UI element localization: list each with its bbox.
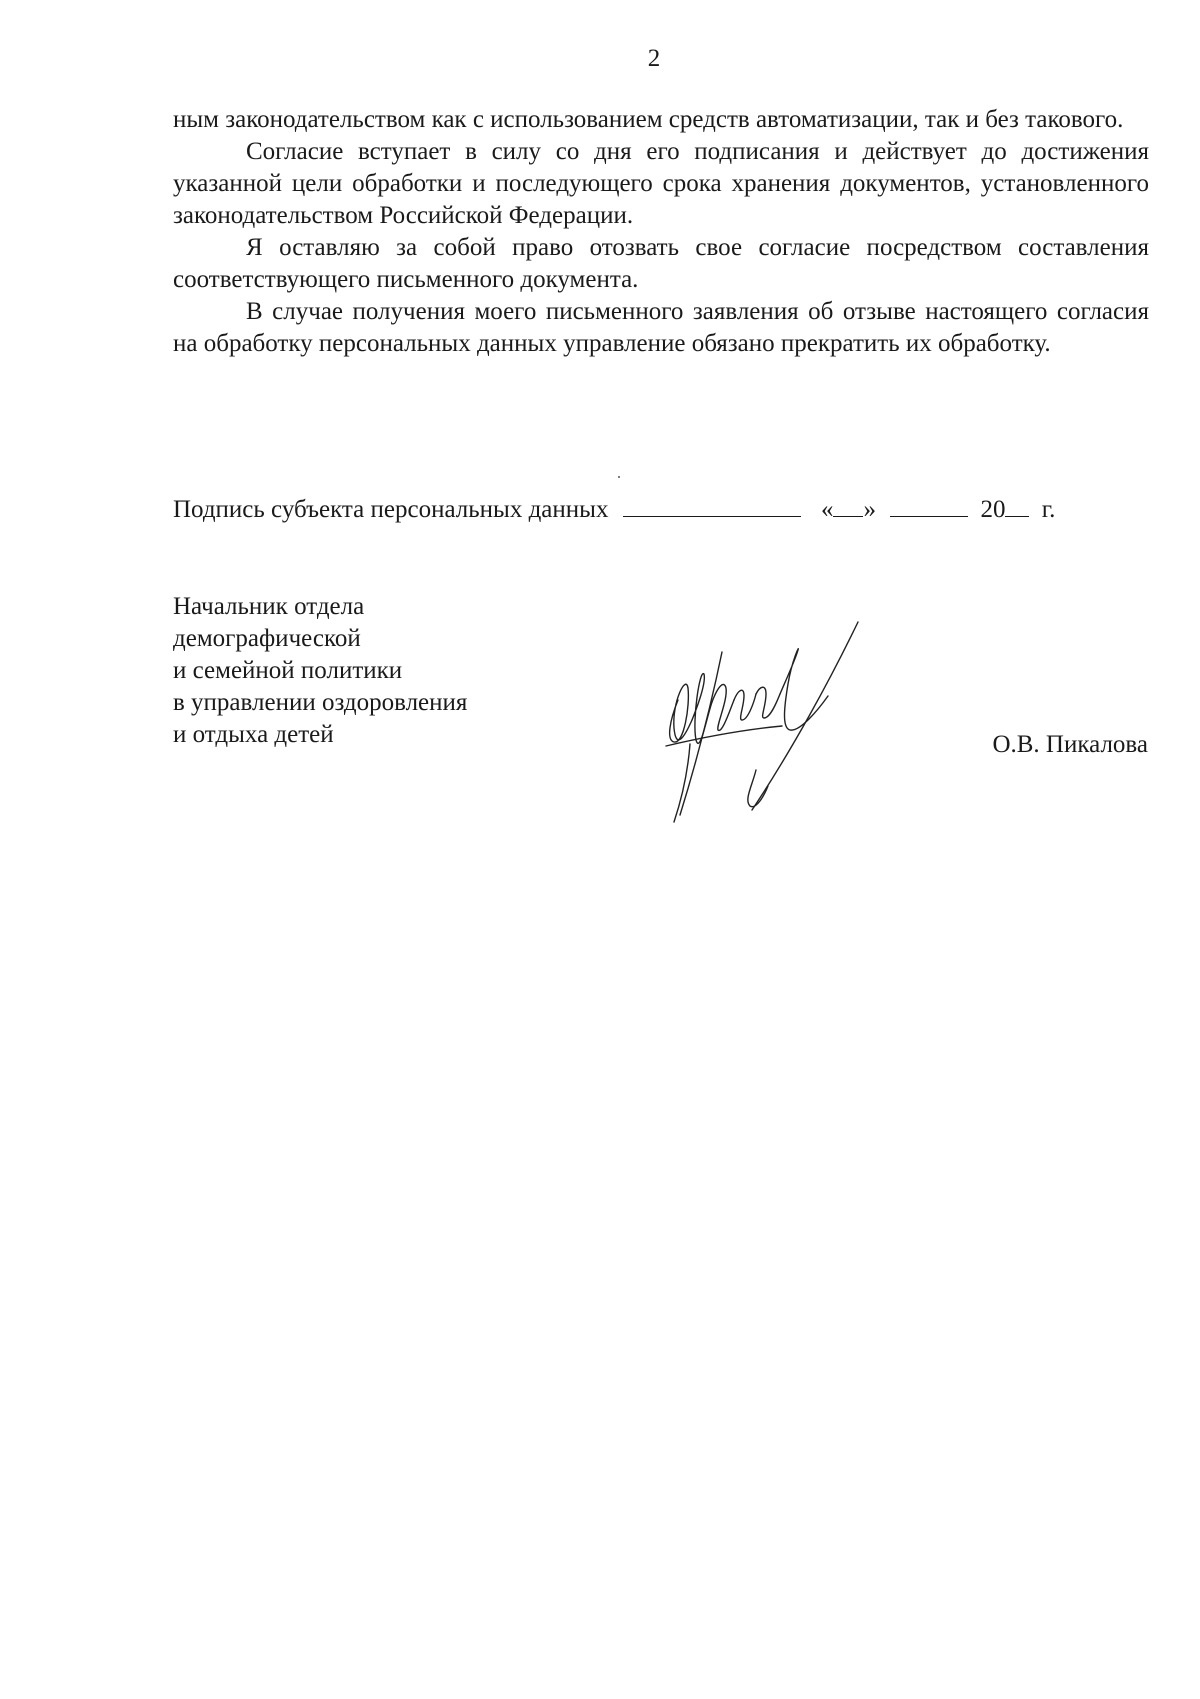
signer-name: О.В. Пикалова: [992, 731, 1148, 758]
quote-open: «: [820, 496, 834, 523]
signature-blank: [623, 494, 801, 517]
year-prefix: 20: [980, 496, 1006, 523]
month-blank: [890, 494, 968, 517]
position-line: в управлении оздоровления: [173, 689, 468, 716]
paragraph-revocation-right: Я оставляю за собой право отозвать свое согласие посредством составления соответствующего письменного документа.: [173, 234, 1149, 293]
year-suffix: г.: [1041, 496, 1056, 523]
quote-close: »: [863, 496, 876, 523]
official-position: [173, 591, 467, 751]
position-line: и семейной политики: [173, 657, 403, 684]
paragraph-revocation-procedure: В случае получения моего письменного заявления об отзыве настоящего согласия на обработку персональных данных управление обязано прекратить их обработку.: [173, 298, 1149, 357]
position-line: Начальник отдела: [173, 593, 365, 620]
day-blank: [833, 494, 863, 517]
handwritten-signature: [660, 610, 870, 830]
paragraph-consent-validity: Согласие вступает в силу со дня его подписания и действует до достижения указанной цели обработки и последующего срока хранения документов, установленного законодательством Российской Федерации.: [173, 138, 1149, 229]
subject-signature-line: [173, 494, 1149, 526]
signature-label: Подпись субъекта персональных данных: [173, 496, 609, 523]
page-number: 2: [647, 45, 661, 72]
position-line: и отдыха детей: [173, 721, 334, 748]
year-blank: [1005, 494, 1029, 517]
paragraph-continuation: ным законодательством как с использованием средств автоматизации, так и без такового.: [173, 106, 1124, 133]
body-text: [173, 104, 1149, 360]
stray-dot: [618, 476, 620, 478]
position-line: демографической: [173, 625, 361, 652]
